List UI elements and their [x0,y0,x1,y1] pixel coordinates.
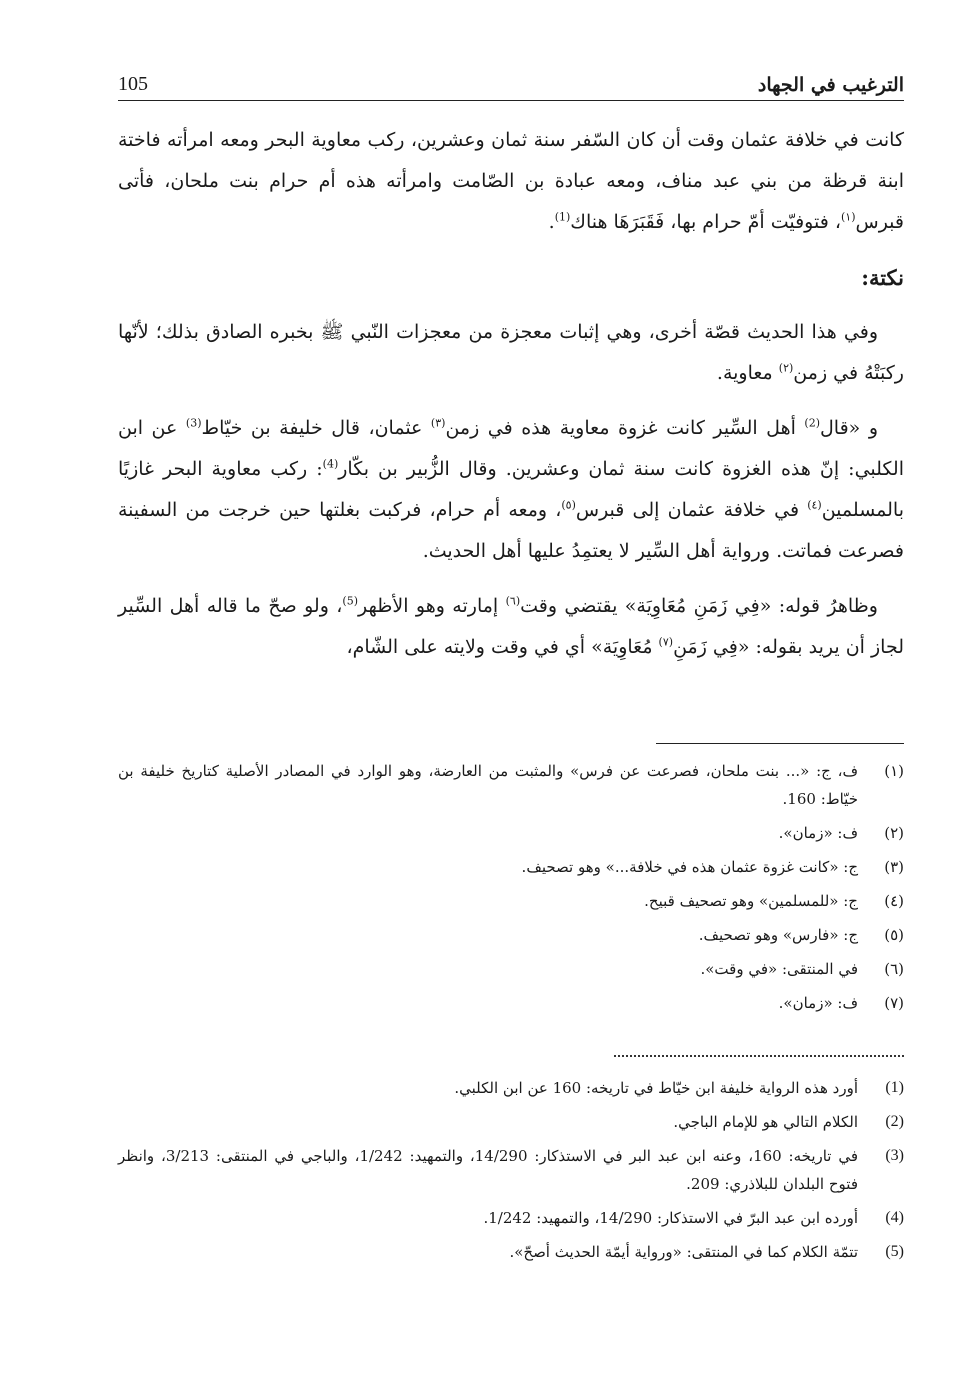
footnote-item [118,921,904,949]
footnote-text: ف: «زمان». [778,824,858,842]
paragraph-1 [118,120,904,243]
dotted-separator [614,1055,904,1057]
footnote-ref: (٤) [807,498,822,512]
footnote-ref: (4) [322,457,339,471]
text-run: . [548,211,555,233]
footnote-item [118,1204,904,1232]
footnote-item [118,1142,904,1198]
footnote-text: في تاريخه: 160، وعنه ابن عبد البر في الاستذكار: 14/290، والتمهيد: 1/242، والباجي في المنتقى: 3/213، وانظر فتوح البلدان للبلاذري: 209. [118,1147,859,1193]
footnote-ref: (٣) [430,416,446,430]
footnote-number: (4) [885,1209,904,1226]
text-run: : ركب معاوية البحر غازيًا بالمسلمين [118,458,904,521]
footnote-ref: (3) [185,416,202,430]
source-footnotes [118,1074,904,1272]
footnote-item [118,1238,904,1266]
footnote-number: (5) [885,1243,904,1260]
footnote-ref: (1) [554,210,571,224]
page-number: 105 [118,73,148,95]
footnote-item [118,757,904,813]
footnote-number: (٣) [884,858,904,876]
text-run: عثمان، قال خليفة بن خيّاط [201,417,431,439]
text-run: عن ابن الكلبي: إنّ هذه الغزوة كانت سنة ثمان وعشرين. وقال الزُّبير بن بكّار [118,417,904,480]
footnote-text: ج: «كانت غزوة عثمان هذه في خلافة...» وهو تصحيف. [521,858,858,876]
footnote-item [118,1074,904,1102]
text-run: أهل السِّير كانت غزوة معاوية هذه في زمن [445,417,805,439]
text-run: ، ولو صحّ ما قاله أهل السِّير لجاز أن يريد بقوله: «فِي زَمَنِ [118,595,904,658]
text-run: إمارته وهو الأظهر [358,595,506,617]
footnote-number: (2) [885,1113,904,1130]
footnote-text: ج: «فارس» وهو تصحيف. [698,926,858,944]
footnote-number: (1) [885,1079,904,1096]
footnote-text: أورده ابن عبد البرّ في الاستذكار: 14/290، والتمهيد: 1/242. [483,1209,858,1227]
footnote-ref: (٢) [778,361,794,375]
text-run: كانت في خلافة عثمان وقت أن كان السّفر سنة ثمان وعشرين، ركب معاوية البحر ومعه امرأته فاختة ابنة قرظة من بني عبد مناف، ومعه عبادة بن الصّامت وامرأته هذه أم حرام بنت ملحان، فأتى قبرس [118,129,904,233]
text-run: وظاهرُ قوله: «فِي زَمَنِ مُعَاوِيَة» يقتضي وقت [520,595,878,617]
footnote-number: (٦) [884,960,904,978]
footnote-ref: (٦) [505,594,521,608]
footnote-ref: (5) [342,594,359,608]
footnote-text: ف، ج: «... بنت ملحان، فصرعت عن فرس» والمثبت من العارضة، وهو الوارد في المصادر الأصلية كتاريخ خليفة بن خيّاط: 160. [118,762,858,808]
text-run: معاوية. [716,362,779,384]
footnote-text: ج: «للمسلمين» وهو تصحيف قبيح. [644,892,858,910]
footnote-text: الكلام التالي هو للإمام الباجي. [673,1113,858,1131]
paragraph-2 [118,312,904,394]
footnote-item [118,1108,904,1136]
text-run: مُعَاوِيَة» أي في وقت ولايته على الشّام، [346,636,659,658]
footnote-number: (3) [885,1147,904,1164]
footnote-ref: (٥) [561,498,576,512]
footnote-separator [656,743,904,744]
text-run: و «قال [820,417,879,439]
footnote-item [118,989,904,1017]
footnote-number: (٧) [884,994,904,1012]
main-text [118,120,904,682]
footnote-number: (٢) [884,824,904,842]
footnote-ref: (١) [840,210,856,224]
footnote-ref: (2) [804,416,820,430]
footnote-item [118,887,904,915]
variant-footnotes [118,757,904,1023]
footnote-ref: (٧) [658,635,674,649]
text-run: وفي هذا الحديث قصّة أخرى، وهي إثبات معجزة من معجزات النّبي ﷺ بخبره الصادق بذلك؛ لأنّها ركبَتْهُ في زمن [118,321,904,384]
footnote-text: تتمّة الكلام كما في المنتقى: «ورواية أيمّة الحديث أصحّ». [509,1243,858,1261]
footnote-item [118,853,904,881]
text-run: في خلافة عثمان إلى قبرس [575,499,808,521]
footnote-item [118,819,904,847]
footnote-number: (١) [884,762,904,780]
page-header [118,62,904,101]
section-heading: نكتة: [861,265,904,290]
footnote-number: (٥) [884,926,904,944]
footnote-text: أورد هذه الرواية خليفة ابن خيّاط في تاريخه: 160 عن ابن الكلبي. [454,1079,858,1097]
footnote-number: (٤) [884,892,904,910]
paragraph-3 [118,408,904,572]
footnote-item [118,955,904,983]
text-run: ، ومعه أم حرام، فركبت بغلتها حين خرجت من السفينة فصرعت فماتت. ورواية أهل السِّير لا يعتمِدُ عليها أهل الحديث. [118,499,904,562]
footnote-text: في المنتقى: «في وقت». [700,960,858,978]
paragraph-4 [118,586,904,668]
running-title: الترغيب في الجهاد [757,74,904,96]
footnote-text: ف: «زمان». [778,994,858,1012]
text-run: ، فتوفيّت أمّ حرام بها، فَقَبَرَهَا هناك [570,211,841,233]
